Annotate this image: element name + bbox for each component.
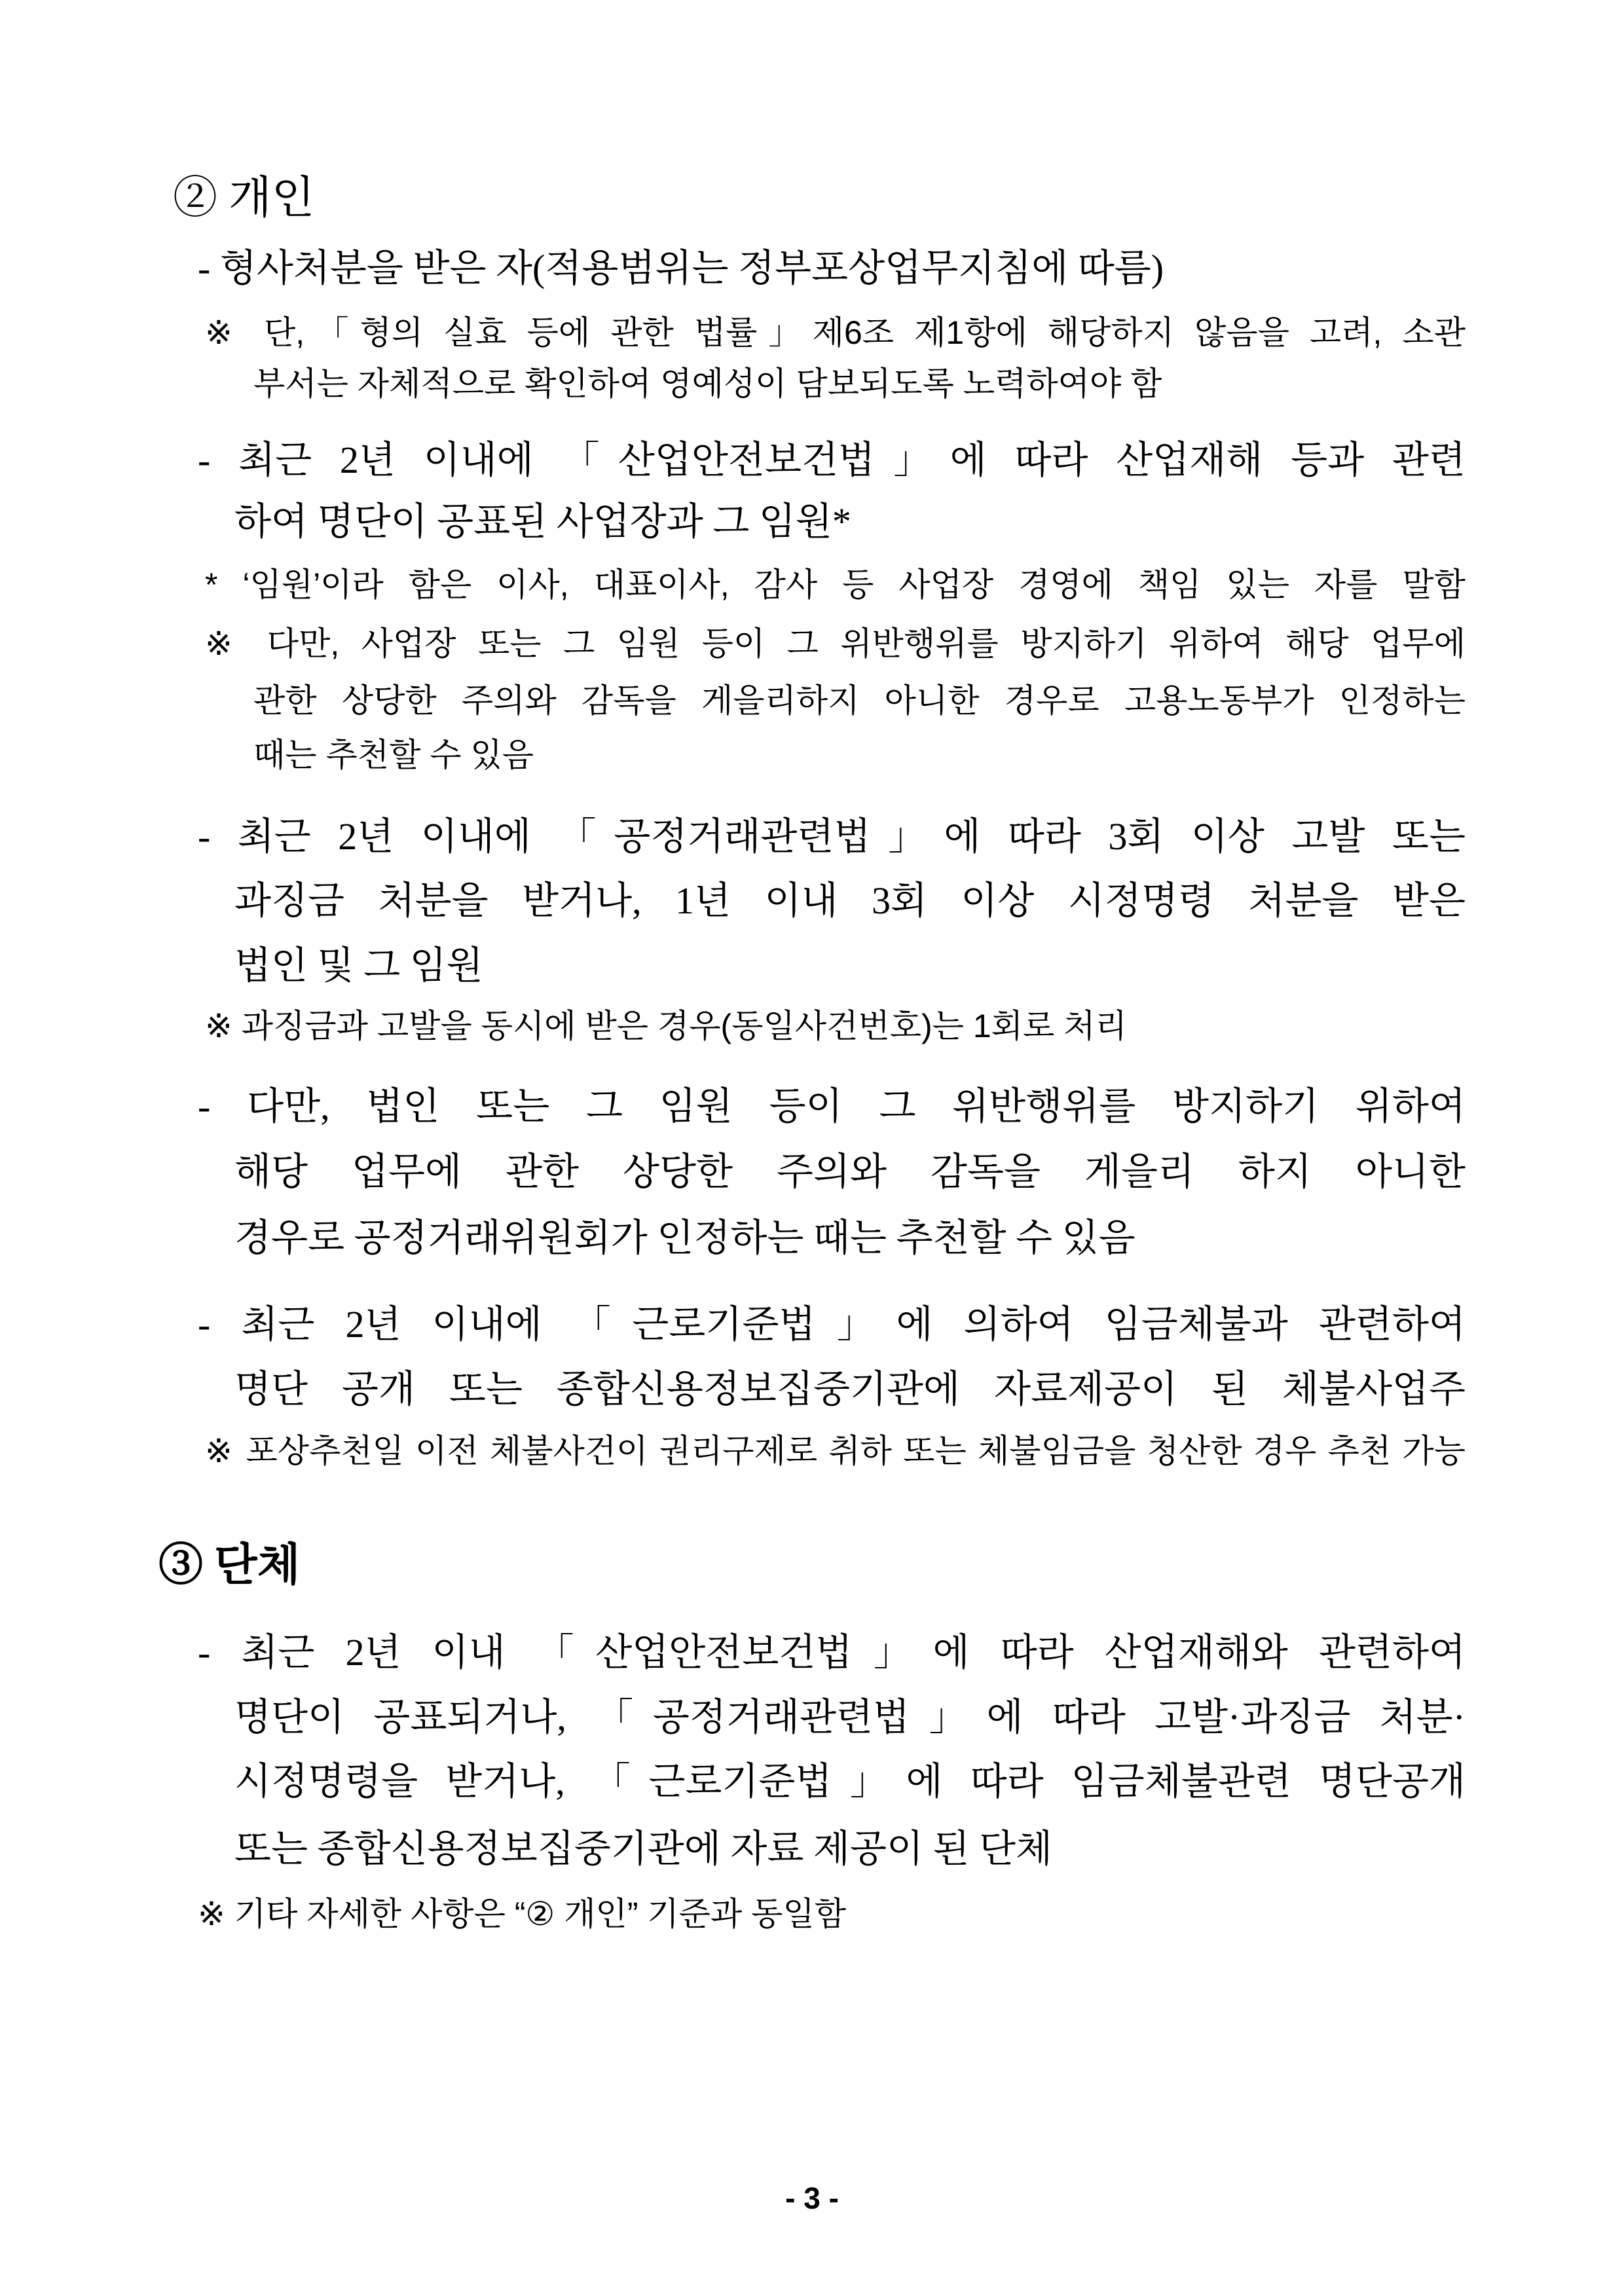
- list-item: - 최근 2년 이내에 「근로기준법」에 의하여 임금체불과 관련하여: [198, 1303, 1466, 1346]
- list-item-continued: 경우로 공정거래위원회가 인정하는 때는 추천할 수 있음: [234, 1217, 1135, 1259]
- section-heading-organization: ③ 단체: [158, 1540, 301, 1590]
- note-line: 부서는 자체적으로 확인하여 영예성이 담보되도록 노력하여야 함: [253, 365, 1162, 402]
- list-item: - 최근 2년 이내에 「산업안전보건법」에 따라 산업재해 등과 관련: [198, 439, 1466, 481]
- list-item-continued: 시정명령을 받거나, 「근로기준법」에 따라 임금체불관련 명단공개: [234, 1760, 1466, 1803]
- list-item: - 다만, 법인 또는 그 임원 등이 그 위반행위를 방지하기 위하여: [198, 1085, 1466, 1128]
- list-item-continued: 과징금 처분을 받거나, 1년 이내 3회 이상 시정명령 처분을 받은: [234, 879, 1466, 922]
- list-item-continued: 명단이 공표되거나, 「공정거래관련법」에 따라 고발·과징금 처분·: [234, 1696, 1466, 1738]
- note-line: ※ 기타 자세한 사항은 “② 개인” 기준과 동일함: [198, 1896, 847, 1932]
- note-line: ※ 다만, 사업장 또는 그 임원 등이 그 위반행위를 방지하기 위하여 해당 업무에: [205, 625, 1466, 662]
- list-item: - 최근 2년 이내에 「공정거래관련법」에 따라 3회 이상 고발 또는: [198, 815, 1466, 858]
- list-item-continued: 또는 종합신용정보집중기관에 자료 제공이 된 단체: [234, 1827, 1053, 1870]
- list-item-continued: 법인 및 그 임원: [234, 944, 483, 987]
- footnote-line: * ‘임원’이라 함은 이사, 대표이사, 감사 등 사업장 경영에 책임 있는 자를 말함: [205, 566, 1466, 603]
- list-item-continued: 하여 명단이 공표된 사업장과 그 임원*: [234, 500, 851, 543]
- note-line: ※ 단,「형의 실효 등에 관한 법률」제6조 제1항에 해당하지 않음을 고려, 소관: [205, 314, 1466, 351]
- note-line: 관한 상당한 주의와 감독을 게을리하지 아니한 경우로 고용노동부가 인정하는: [253, 682, 1466, 719]
- list-item-continued: 명단 공개 또는 종합신용정보집중기관에 자료제공이 된 체불사업주: [234, 1368, 1466, 1410]
- list-item: - 최근 2년 이내 「산업안전보건법」에 따라 산업재해와 관련하여: [198, 1631, 1466, 1674]
- note-line: ※ 과징금과 고발을 동시에 받은 경우(동일사건번호)는 1회로 처리: [205, 1008, 1127, 1044]
- list-item-continued: 해당 업무에 관한 상당한 주의와 감독을 게을리 하지 아니한: [234, 1150, 1466, 1193]
- section-heading-individual: ② 개인: [173, 173, 315, 223]
- page-number: - 3 -: [785, 2181, 839, 2215]
- note-line: 때는 추천할 수 있음: [253, 737, 534, 773]
- list-item: - 형사처분을 받은 자(적용범위는 정부포상업무지침에 따름): [198, 247, 1164, 289]
- note-line: ※ 포상추천일 이전 체불사건이 권리구제로 취하 또는 체불임금을 청산한 경우 추천 가능: [205, 1433, 1466, 1469]
